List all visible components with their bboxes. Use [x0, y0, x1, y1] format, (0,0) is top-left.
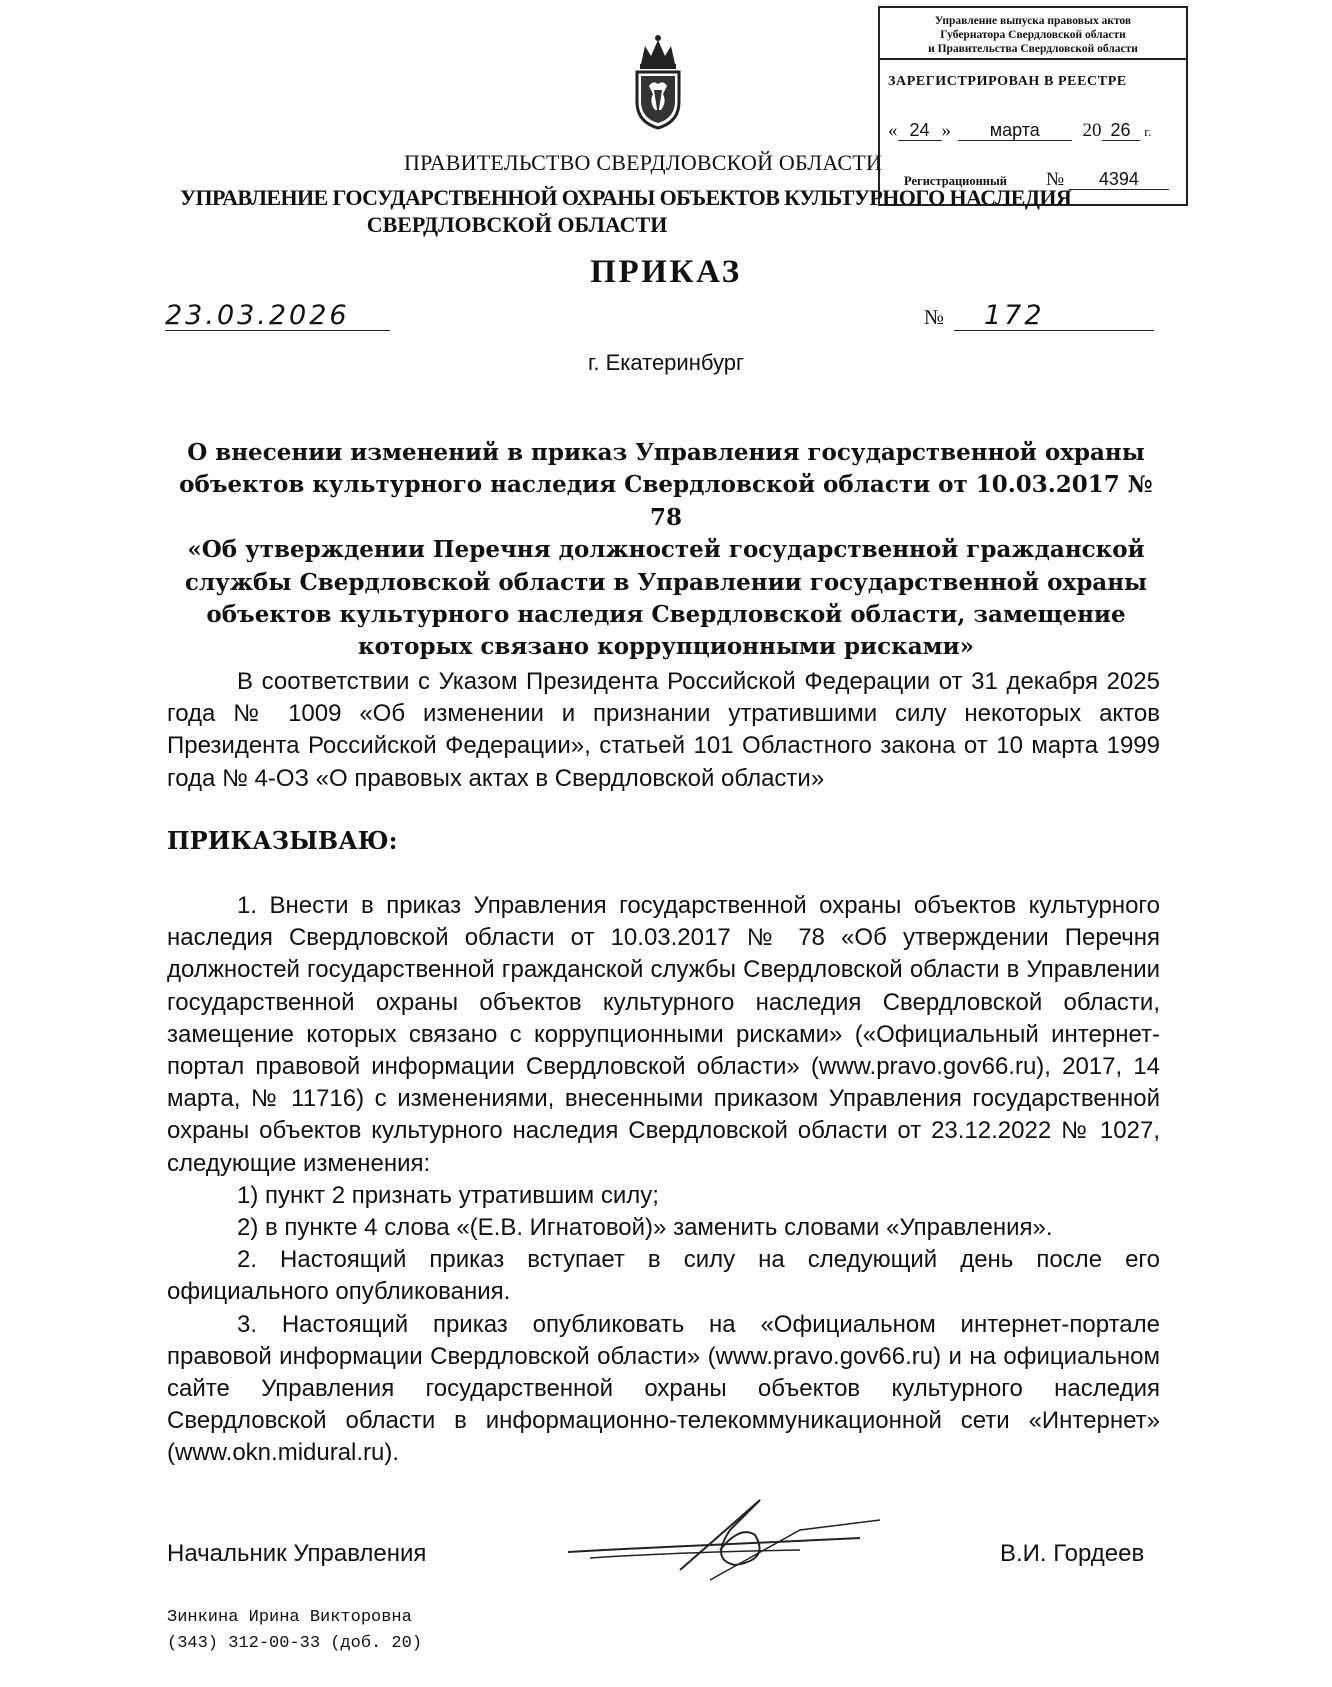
page-title: ПРИКАЗ [590, 254, 742, 290]
stamp-quote: » [941, 120, 951, 141]
stamp-header-line: Управление выпуска правовых актов [934, 15, 1132, 27]
department-name: УПРАВЛЕНИЕ ГОСУДАРСТВЕННОЙ ОХРАНЫ ОБЪЕКТОВ КУЛЬТУРНОГО НАСЛЕДИЯ [180, 185, 1072, 210]
heading-line: О внесении изменений в приказ Управления государственной охраны [187, 439, 1145, 466]
document-heading [160, 437, 1172, 664]
item-2: 2. Настоящий приказ вступает в силу на следующий день после его официального опубликования. [167, 1246, 1160, 1306]
signatory-position: Начальник Управления [167, 1540, 427, 1567]
item-1-1: 1) пункт 2 признать утратившим силу; [237, 1181, 659, 1209]
order-word: ПРИКАЗЫВАЮ: [167, 826, 398, 855]
executor-phone: (343) 312-00-33 (доб. 20) [167, 1634, 423, 1653]
item-1: 1. Внести в приказ Управления государственной охраны объектов культурного наследия Свердловской области от 10.03.2017 № 78 «Об утверждении Перечня должностей государственной гражданской службы Свердловской области в Управлении государственной охраны объектов культурного наследия Свердловской области, замещение которых связано с коррупционными рисками» («Официальный интернет-портал правовой информации Свердловской области» (www.pravo.gov66.ru), 2017, 14 марта, № 11716) с изменениями, внесенными приказом Управления государственной охраны объектов культурного наследия Свердловской области от 23.12.2022 № 1027, следующие изменения: [167, 892, 1160, 1177]
stamp-year-unit: г. [1144, 124, 1152, 139]
stamp-day: 24 [898, 120, 942, 141]
registration-stamp [878, 6, 1188, 206]
order-items [167, 890, 1160, 1470]
heading-line: объектов культурного наследия Свердловской области, замещение [206, 601, 1126, 629]
stamp-number-sign: № [1046, 169, 1065, 190]
order-number-line [954, 300, 1154, 331]
stamp-quote: « [888, 120, 898, 141]
executor-name: Зинкина Ирина Викторовна [167, 1608, 412, 1627]
stamp-header-line: и Правительства Свердловской области [928, 43, 1138, 55]
stamp-header [880, 8, 1186, 60]
stamp-header-line: Губернатора Свердловской области [940, 29, 1126, 41]
order-number: 172 [984, 300, 1045, 331]
government-name: ПРАВИТЕЛЬСТВО СВЕРДЛОВСКОЙ ОБЛАСТИ [404, 150, 882, 175]
signatory-name: В.И. Гордеев [1000, 1540, 1145, 1567]
heading-line: которых связано коррупционными рисками» [357, 633, 975, 661]
stamp-registered-label: ЗАРЕГИСТРИРОВАН В РЕЕСТРЕ [888, 74, 1127, 89]
order-number-label: № [924, 305, 945, 329]
item-1-2: 2) в пункте 4 слова «(Е.В. Игнатовой)» заменить словами «Управления». [237, 1214, 1053, 1242]
stamp-month: марта [958, 120, 1072, 141]
stamp-number-label: Регистрационный [904, 174, 1007, 188]
city: г. Екатеринбург [588, 350, 744, 375]
signature-icon [560, 1490, 900, 1600]
heading-line: объектов культурного наследия Свердловской области от 10.03.2017 № 78 [179, 471, 1153, 531]
order-date: 23.03.2026 [165, 300, 350, 331]
stamp-year-prefix: 20 [1082, 120, 1102, 141]
stamp-year: 26 [1102, 120, 1140, 141]
preamble: В соответствии с Указом Президента Российской Федерации от 31 декабря 2025 года № 1009 «Об изменении и признании утратившими силу некоторых актов Президента Российской Федерации», статьей 101 Областного закона от 10 марта 1999 года № 4-ОЗ «О правовых актах в Свердловской области» [167, 668, 1160, 792]
heading-line: «Об утверждении Перечня должностей государственной гражданской [187, 536, 1145, 564]
heading-line: службы Свердловской области в Управлении государственной охраны [184, 568, 1148, 596]
order-date-line [165, 300, 390, 331]
region-name: СВЕРДЛОВСКОЙ ОБЛАСТИ [366, 212, 668, 237]
item-3: 3. Настоящий приказ опубликовать на «Официальном интернет-портале правовой информации Свердловской области» (www.pravo.gov66.ru) и на официальном сайте Управления государственной охраны объектов культурного наследия Свердловской области в информационно-телекоммуникационной сети «Интернет» (www.okn.midural.ru). [167, 1310, 1160, 1467]
stamp-date-row [888, 120, 1151, 142]
stamp-number: 4394 [1069, 169, 1169, 190]
coat-of-arms-icon [627, 30, 689, 130]
